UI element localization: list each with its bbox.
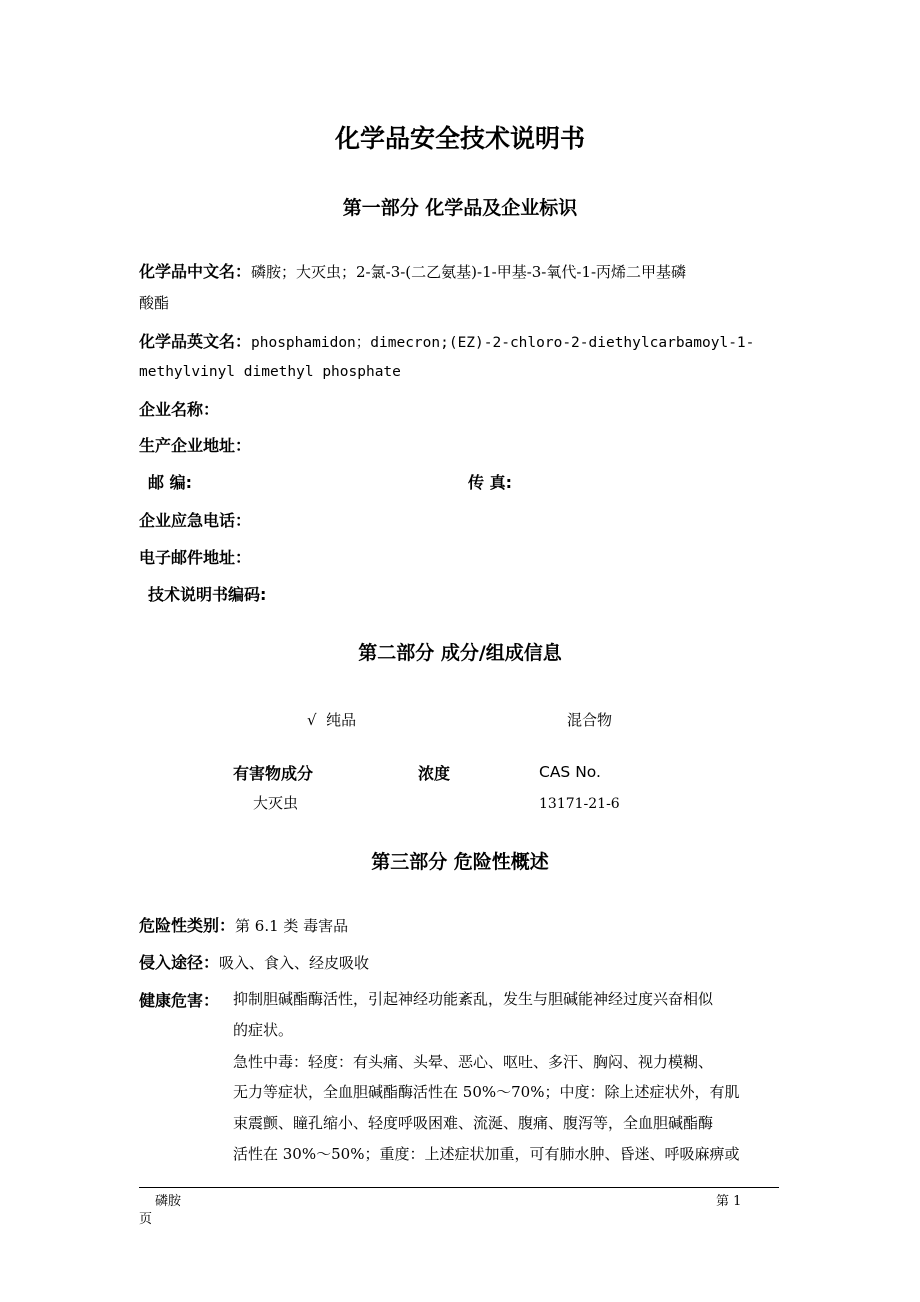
footer-left: 磷胺 xyxy=(155,1194,182,1209)
health-label: 健康危害： xyxy=(139,991,220,1010)
pure-label: 纯品 xyxy=(326,711,357,729)
route-label: 侵入途径： xyxy=(139,953,220,972)
fax-label: 传 真: xyxy=(468,473,512,492)
col-header-cas: CAS No. xyxy=(539,763,601,781)
cn-name-value-cont: 酸酯 xyxy=(139,294,170,312)
row-component: 大灭虫 xyxy=(253,794,299,812)
health-line: 抑制胆碱酯酶活性，引起神经功能紊乱，发生与胆碱能神经过度兴奋相似 xyxy=(233,990,714,1008)
checkmark-icon: √ xyxy=(307,711,317,729)
field-en-name xyxy=(139,329,754,352)
mixture-label: 混合物 xyxy=(567,711,613,729)
section-heading-part2: 第二部分 成分/组成信息 xyxy=(358,642,562,664)
emergency-phone-label: 企业应急电话： xyxy=(139,511,252,530)
en-name-value-cont: methylvinyl dimethyl phosphate xyxy=(139,364,401,380)
address-label: 生产企业地址： xyxy=(139,436,252,455)
field-route xyxy=(139,950,369,973)
field-hazard-class xyxy=(139,913,348,936)
col-header-component: 有害物成分 xyxy=(233,764,314,783)
section-heading-part3: 第三部分 危险性概述 xyxy=(371,851,549,873)
health-line: 急性中毒：轻度：有头痛、头晕、恶心、呕吐、多汗、胸闷、视力模糊、 xyxy=(233,1053,714,1071)
row-cas: 13171-21-6 xyxy=(539,796,620,812)
health-line: 活性在 30%～50%；重度：上述症状加重，可有肺水肿、昏迷、呼吸麻痹或 xyxy=(233,1145,740,1163)
en-name-value: phosphamidon；dimecron;(EZ)-2-chloro-2-diethylcarbamoyl-1- xyxy=(251,335,755,351)
footer-page-number: 第 1 xyxy=(716,1194,742,1209)
company-label: 企业名称： xyxy=(139,400,220,419)
footer-divider xyxy=(139,1187,779,1188)
hazard-class-label: 危险性类别： xyxy=(139,916,236,935)
document-title: 化学品安全技术说明书 xyxy=(334,124,585,153)
en-name-label: 化学品英文名： xyxy=(139,332,252,351)
col-header-concentration: 浓度 xyxy=(418,764,451,783)
health-line: 束震颤、瞳孔缩小、轻度呼吸困难、流涎、腹痛、腹泻等，全血胆碱酯酶 xyxy=(233,1114,714,1132)
hazard-class-value: 第 6.1 类 毒害品 xyxy=(235,917,349,935)
doc-code-label: 技术说明书编码: xyxy=(148,585,267,604)
health-line: 的症状。 xyxy=(233,1021,294,1039)
cn-name-value: 磷胺；大灭虫；2-氯-3-(二乙氨基)-1-甲基-3-氧代-1-丙烯二甲基磷 xyxy=(251,263,687,281)
route-value: 吸入、食入、经皮吸收 xyxy=(219,954,370,972)
email-label: 电子邮件地址： xyxy=(139,548,252,567)
field-cn-name xyxy=(139,259,686,282)
footer-page-suffix: 页 xyxy=(139,1212,153,1227)
postcode-label: 邮 编: xyxy=(148,473,192,492)
section-heading-part1: 第一部分 化学品及企业标识 xyxy=(342,197,578,219)
cn-name-label: 化学品中文名： xyxy=(139,262,252,281)
health-line: 无力等症状，全血胆碱酯酶活性在 50%～70%；中度：除上述症状外，有肌 xyxy=(233,1083,740,1101)
pure-option xyxy=(307,709,356,730)
